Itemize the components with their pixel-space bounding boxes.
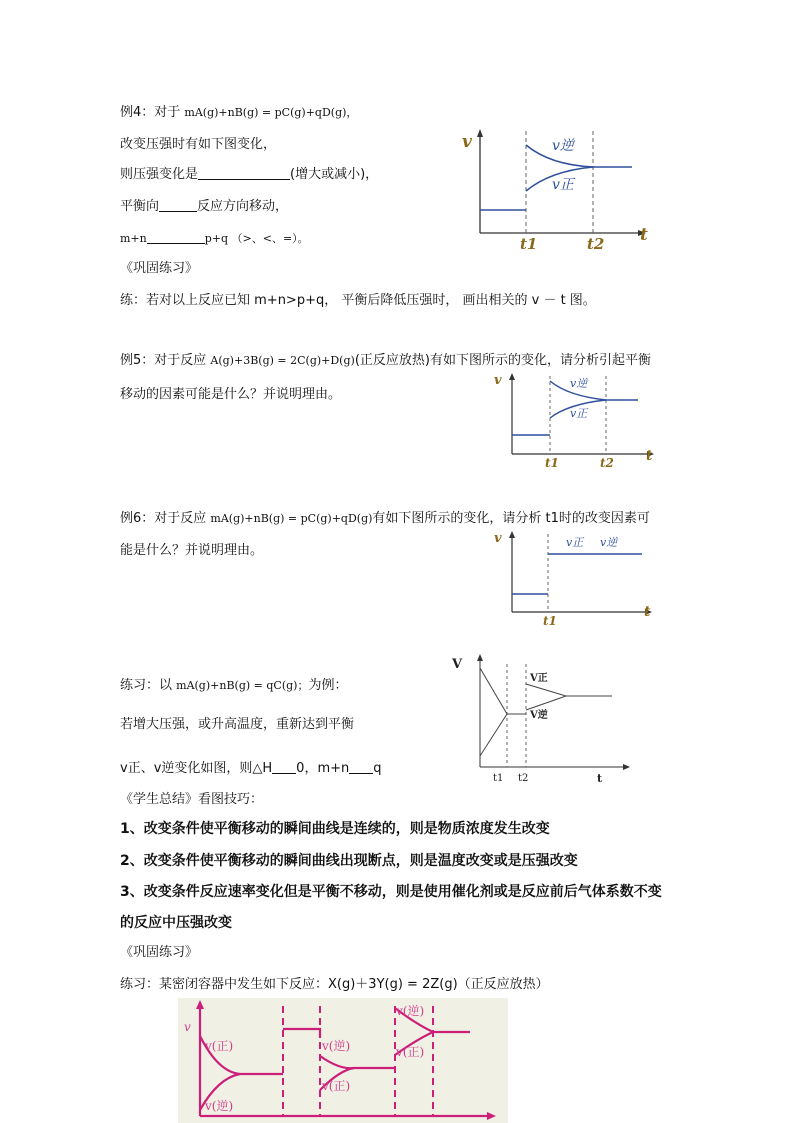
ex6-prefix: 例6：对于反应 <box>120 511 211 526</box>
practice-equation: mA(g)+nB(g) = qC(g)； <box>176 679 309 692</box>
ex4-l4-text2: 反应方向移动， <box>197 199 289 214</box>
ex4-line2: 改变压强时有如下图变化， <box>120 137 277 152</box>
ex4-tick-t2: t2 <box>587 235 605 253</box>
practice-line3 <box>120 760 382 778</box>
ex4-blank-compare[interactable] <box>147 231 205 244</box>
ex4-l3-hint: (增大或减小)， <box>290 167 379 182</box>
ex6-vt-graph <box>490 528 660 628</box>
summary-item-2: 2、改变条件使平衡移动的瞬间曲线出现断点，则是温度改变或是压强改变 <box>120 853 578 869</box>
practice-tick-t2: t2 <box>518 773 529 784</box>
ex4-label-vrev: v逆 <box>552 138 574 154</box>
consolidate2-axis-v: v <box>184 1020 191 1034</box>
summary-item-3-cont: 的反应中压强改变 <box>120 915 232 931</box>
ex4-line5 <box>120 230 309 248</box>
practice-l3-mn: 0，m+n <box>296 761 350 776</box>
ex4-line1 <box>120 104 357 122</box>
practice-prefix: 练习：以 <box>120 678 177 693</box>
ex5-equation: A(g)+3B(g) = 2C(g)+D(g) <box>210 354 355 367</box>
practice-axis-v: V <box>452 657 463 672</box>
practice-line2: 若增大压强，或升高温度，重新达到平衡 <box>120 717 355 732</box>
ex5-label-vfwd: v正 <box>570 407 588 420</box>
consolidate2-text: 练习：某密闭容器中发生如下反应：X(g)＋3Y(g) = 2Z(g)（正反应放热） <box>120 977 549 992</box>
consolidate1-text: 练：若对以上反应已知 m+n>p+q， 平衡后降低压强时， 画出相关的 v － t 图。 <box>120 293 596 308</box>
ex5-axis-t: t <box>646 448 653 464</box>
ex4-l5-pq: p+q （>、<、=）。 <box>204 232 309 245</box>
consolidate2-label-fwd2: v(正) <box>322 1079 351 1093</box>
summary-item-1: 1、改变条件使平衡移动的瞬间曲线是连续的，则是物质浓度发生改变 <box>120 821 550 837</box>
consolidate2-label-rev2: v(逆) <box>322 1039 351 1053</box>
practice-label-vfwd: V正 <box>530 673 548 684</box>
ex5-prefix: 例5：对于反应 <box>120 353 211 368</box>
ex6-l1-text: 有如下图所示的变化，请分析 t1时的改变因素可 <box>372 511 650 526</box>
ex5-label-vrev: v逆 <box>570 377 588 390</box>
practice-tick-t1: t1 <box>493 773 504 784</box>
ex6-tick-t1: t1 <box>543 614 557 628</box>
ex6-line1 <box>120 510 650 528</box>
ex4-prefix: 例4：对于 <box>120 105 185 120</box>
ex4-line4 <box>120 198 288 216</box>
practice-l3-q: q <box>373 761 382 776</box>
practice-l1-text: 为例： <box>308 678 348 693</box>
practice-line1 <box>120 677 347 695</box>
ex4-axis-t: t <box>640 225 648 245</box>
ex5-vt-graph <box>490 370 660 470</box>
ex5-l1-text: (正反应放热)有如下图所示的变化，请分析引起平衡 <box>354 353 651 368</box>
practice-label-vrev: V逆 <box>530 710 548 721</box>
practice-blank-dh[interactable] <box>272 761 296 774</box>
ex4-axis-v: v <box>462 132 472 152</box>
practice-l3-text: v正、v逆变化如图，则△H <box>120 761 273 776</box>
consolidate2-label-rev1: v(逆) <box>205 1099 234 1113</box>
ex4-label-vfwd: v正 <box>552 177 574 193</box>
ex4-tick-t1: t1 <box>520 235 538 253</box>
summary-item-3: 3、改变条件反应速率变化但是平衡不移动，则是使用催化剂或是反应前后气体系数不变 <box>120 884 662 900</box>
consolidate2-label-fwd3: v(正) <box>396 1045 425 1059</box>
ex6-label-vrev: v逆 <box>600 536 618 549</box>
ex4-equation: mA(g)+nB(g) = pC(g)+qD(g)， <box>184 106 358 119</box>
ex4-l5-mn: m+n <box>120 232 147 245</box>
ex4-vt-graph <box>460 125 660 255</box>
ex5-tick-t2: t2 <box>600 456 614 470</box>
ex6-line2: 能是什么？并说明理由。 <box>120 543 264 558</box>
ex5-axis-v: v <box>494 373 502 388</box>
ex6-label-vfwd: v正 <box>566 536 584 549</box>
ex4-blank-direction[interactable] <box>159 199 197 212</box>
ex5-tick-t1: t1 <box>545 456 559 470</box>
practice-vt-graph <box>450 652 635 787</box>
practice-axis-t: t <box>597 772 603 785</box>
consolidate2-vt-graph <box>178 998 508 1123</box>
consolidate2-label-rev3: v(逆) <box>396 1004 425 1018</box>
ex5-line2: 移动的因素可能是什么？并说明理由。 <box>120 387 342 402</box>
ex4-blank-pressure[interactable] <box>198 167 290 180</box>
ex6-axis-v: v <box>494 531 502 546</box>
practice-blank-compare[interactable] <box>349 761 373 774</box>
summary-heading: 《学生总结》看图技巧： <box>120 792 264 807</box>
consolidate1-heading: 《巩固练习》 <box>120 261 199 276</box>
ex6-axis-t: t <box>644 604 651 620</box>
ex6-equation: mA(g)+nB(g) = pC(g)+qD(g) <box>210 512 373 525</box>
ex5-line1 <box>120 352 651 370</box>
consolidate2-heading: 《巩固练习》 <box>120 945 199 960</box>
ex4-l3-text: 则压强变化是 <box>120 167 199 182</box>
ex4-line3 <box>120 166 378 184</box>
consolidate2-label-fwd1: v(正) <box>205 1039 234 1053</box>
ex4-l4-text: 平衡向 <box>120 199 160 214</box>
